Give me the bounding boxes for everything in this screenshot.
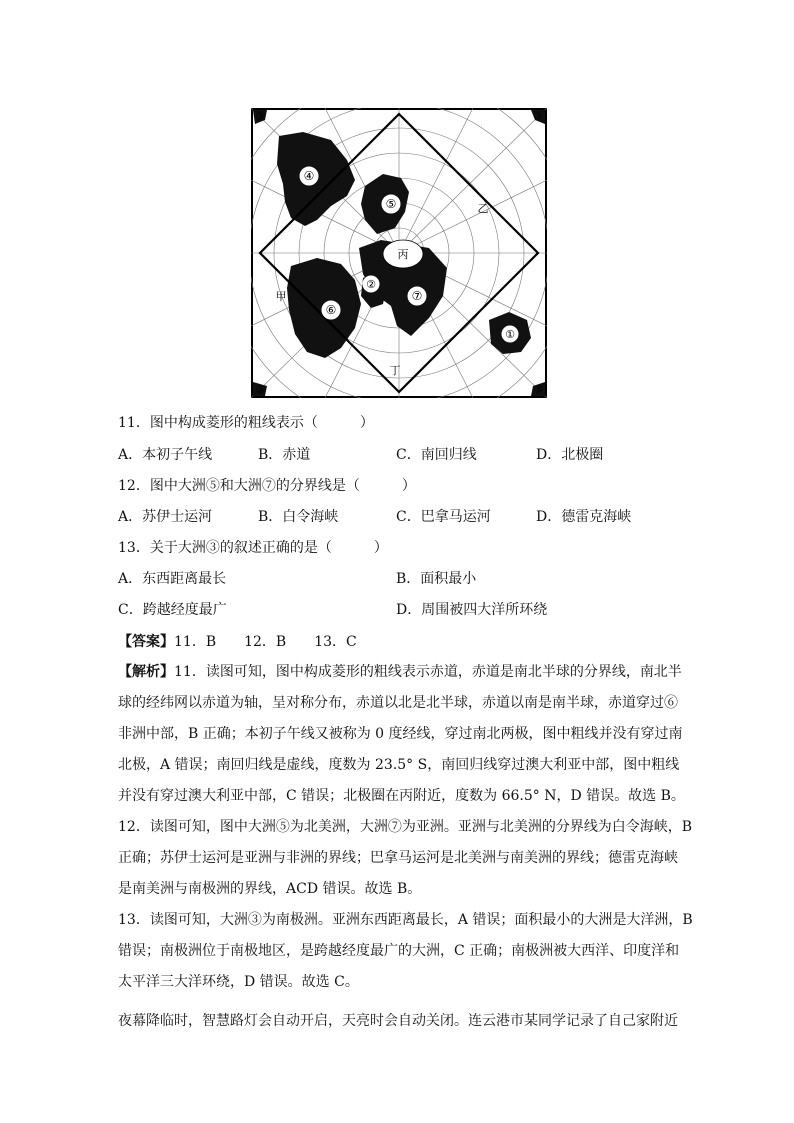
q11-option-d: D．北极圈 xyxy=(536,447,604,463)
label-continent-5: ⑤ xyxy=(385,197,397,211)
question-13-options-row1 xyxy=(118,569,678,589)
q12-option-b: B．白令海峡 xyxy=(258,509,339,525)
analysis-paragraph-11 xyxy=(118,657,684,812)
answer-line xyxy=(118,632,357,652)
q13-option-c: C．跨越经度最广 xyxy=(118,602,227,618)
answer-label: 【答案】 xyxy=(118,634,174,650)
question-13-stem: 13．关于大洲③的叙述正确的是（ ） xyxy=(118,540,388,556)
answer-text: 11．B 12．B 13．C xyxy=(174,634,357,650)
analysis-paragraph-12 xyxy=(118,812,693,905)
label-continent-3-tl: ③ xyxy=(255,110,265,123)
q13-option-d: D．周围被四大洋所环绕 xyxy=(396,602,548,618)
q12-option-a: A．苏伊士运河 xyxy=(118,509,213,525)
analysis-label: 【解析】 xyxy=(118,664,174,680)
question-12-options xyxy=(118,507,678,527)
label-continent-3-tr: ③ xyxy=(533,110,543,123)
analysis-13-line-1: 13．读图可知，大洲③为南极洲。亚洲东西距离最长，A 错误；面积最小的大洲是大洋洲，B xyxy=(118,912,693,928)
q12-option-c: C．巴拿马运河 xyxy=(396,509,491,525)
q11-option-b: B．赤道 xyxy=(258,447,311,463)
label-continent-3-bl: ③ xyxy=(255,383,265,396)
next-question-intro: 夜幕降临时，智慧路灯会自动开启，天亮时会自动关闭。连云港市某同学记录了自己家附近 xyxy=(118,1013,678,1029)
label-continent-4: ④ xyxy=(303,169,315,183)
q11-option-a: A．本初子午线 xyxy=(118,447,213,463)
analysis-11-line-1: 【解析】11．读图可知，图中构成菱形的粗线表示赤道，赤道是南北半球的分界线，南北半 xyxy=(118,664,682,680)
world-map-figure xyxy=(251,108,547,398)
label-ding: 丁 xyxy=(389,364,401,377)
analysis-11-line-2: 球的经纬网以赤道为轴，呈对称分布，赤道以北是北半球，赤道以南是南半球，赤道穿过⑥ xyxy=(118,695,678,711)
analysis-11-line-5: 并没有穿过澳大利亚中部，C 错误；北极圈在丙附近，度数为 66.5° N，D 错误。故选 B。 xyxy=(118,788,685,804)
label-continent-3-br: ③ xyxy=(533,383,543,396)
analysis-12-line-1: 12．读图可知，图中大洲⑤为北美洲，大洲⑦为亚洲。亚洲与北美洲的分界线为白令海峡，B xyxy=(118,819,693,835)
question-11-stem: 11．图中构成菱形的粗线表示（ ） xyxy=(118,415,374,431)
question-13-options-row2 xyxy=(118,600,678,620)
analysis-11-line-4: 北极，A 错误；南回归线是虚线，度数为 23.5° S，南回归线穿过澳大利亚中部，图中粗线 xyxy=(118,757,680,773)
analysis-paragraph-13 xyxy=(118,905,693,998)
question-11-options xyxy=(118,445,678,465)
analysis-12-line-2: 正确；苏伊士运河是亚洲与非洲的界线；巴拿马运河是北美洲与南美洲的界线；德雷克海峡 xyxy=(118,850,678,866)
q13-option-b: B．面积最小 xyxy=(396,571,477,587)
label-continent-2: ② xyxy=(366,278,376,291)
analysis-13-line-2: 错误；南极洲位于南极地区，是跨越经度最广的大洲，C 正确；南极洲被大西洋、印度洋和 xyxy=(118,943,680,959)
label-continent-7: ⑦ xyxy=(411,289,423,303)
label-yi: 乙 xyxy=(477,202,489,215)
question-12-stem: 12．图中大洲⑤和大洲⑦的分界线是（ ） xyxy=(118,478,416,494)
q11-option-c: C．南回归线 xyxy=(396,447,477,463)
analysis-13-line-3: 太平洋三大洋环绕，D 错误。故选 C。 xyxy=(118,974,359,990)
analysis-12-line-3: 是南美洲与南极洲的界线，ACD 错误。故选 B。 xyxy=(118,881,422,897)
label-continent-1: ① xyxy=(505,328,515,341)
q12-option-d: D．德雷克海峡 xyxy=(536,509,632,525)
analysis-11-line-3: 非洲中部，B 正确；本初子午线又被称为 0 度经线，穿过南北两极，图中粗线并没有穿过南 xyxy=(118,726,683,742)
q13-option-a: A．东西距离最长 xyxy=(118,571,227,587)
label-continent-6: ⑥ xyxy=(325,303,337,317)
label-jia: 甲 xyxy=(275,290,287,303)
label-bing: 丙 xyxy=(397,248,409,261)
